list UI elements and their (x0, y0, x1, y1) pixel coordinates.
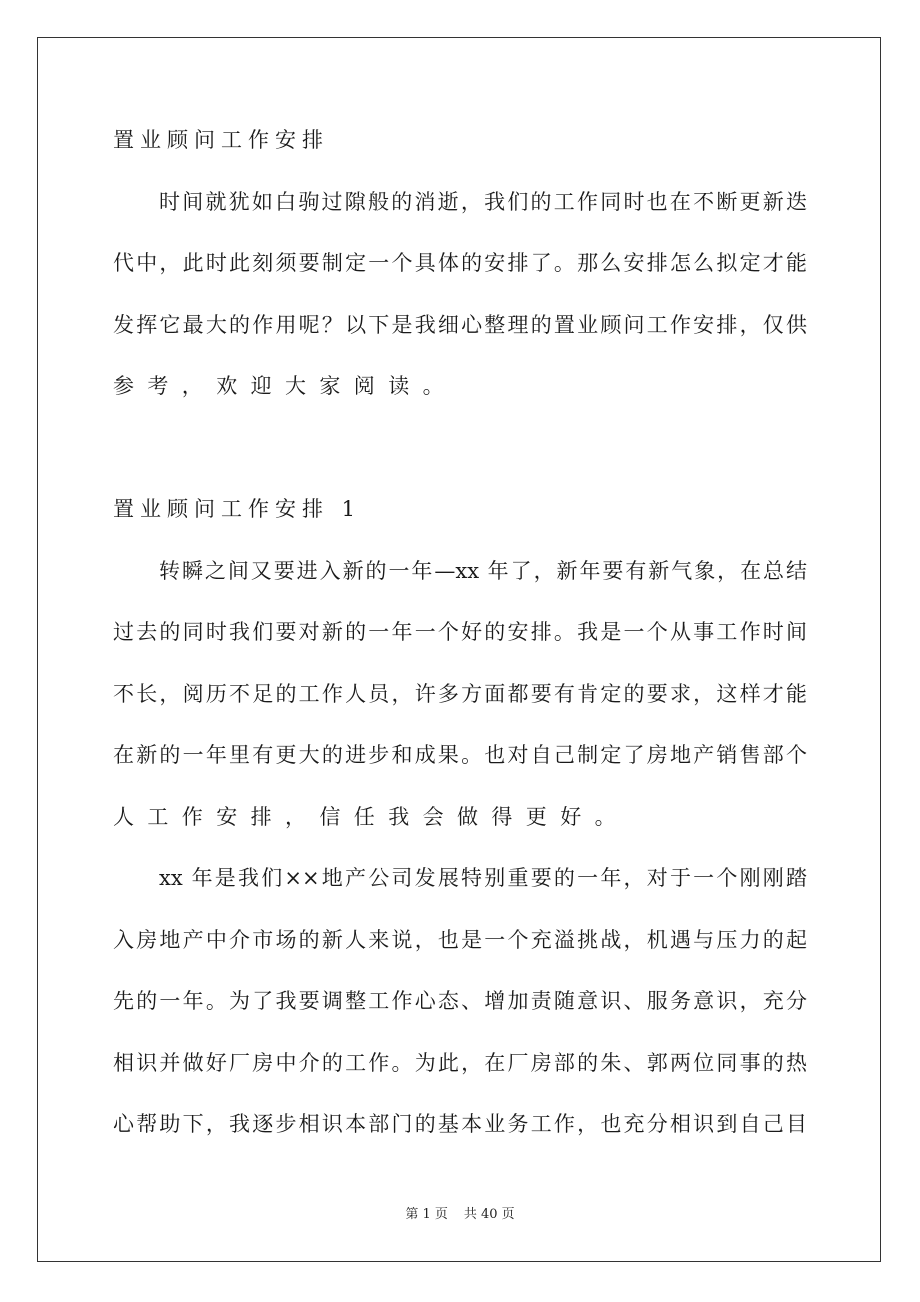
paragraph-line: 入房地产中介市场的新人来说，也是一个充溢挑战，机遇与压力的起 (113, 927, 807, 952)
intro-line: 发挥它最大的作用呢？以下是我细心整理的置业顾问工作安排，仅供 (113, 312, 807, 337)
page-total: 共 40 页 (463, 1207, 515, 1222)
paragraph-spacer (113, 428, 807, 490)
document-body (113, 120, 807, 1166)
paragraph-line: 心帮助下，我逐步相识本部门的基本业务工作，也充分相识到自己目 (113, 1112, 807, 1136)
intro-line: 代中，此时此刻须要制定一个具体的安排了。那么安排怎么拟定才能 (113, 251, 807, 275)
paragraph-line: 在新的一年里有更大的进步和成果。也对自己制定了房地产销售部个 (113, 743, 807, 767)
paragraph-line: 人工作安排，信任我会做得更好。 (113, 804, 629, 829)
paragraph-line: 过去的同时我们要对新的一年一个好的安排。我是一个从事工作时间 (113, 620, 807, 644)
paragraph-line: xx 年是我们××地产公司发展特别重要的一年，对于一个刚刚踏 (159, 866, 807, 890)
intro-line: 参考，欢迎大家阅读。 (113, 374, 457, 398)
section-title: 置业顾问工作安排 1 (113, 497, 362, 521)
paragraph-line: 转瞬之间又要进入新的一年—xx 年了，新年要有新气象，在总结 (159, 558, 807, 583)
page-footer (0, 1203, 920, 1222)
page-number: 第 1 页 (405, 1207, 448, 1222)
paragraph-line: 相识并做好厂房中介的工作。为此，在厂房部的朱、郭两位同事的热 (113, 1050, 807, 1075)
intro-line: 时间就犹如白驹过隙般的消逝，我们的工作同时也在不断更新迭 (159, 189, 807, 214)
document-title: 置业顾问工作安排 (113, 128, 329, 152)
paragraph-line: 不长，阅历不足的工作人员，许多方面都要有肯定的要求，这样才能 (113, 681, 807, 706)
paragraph-line: 先的一年。为了我要调整工作心态、增加责随意识、服务意识，充分 (113, 989, 807, 1013)
